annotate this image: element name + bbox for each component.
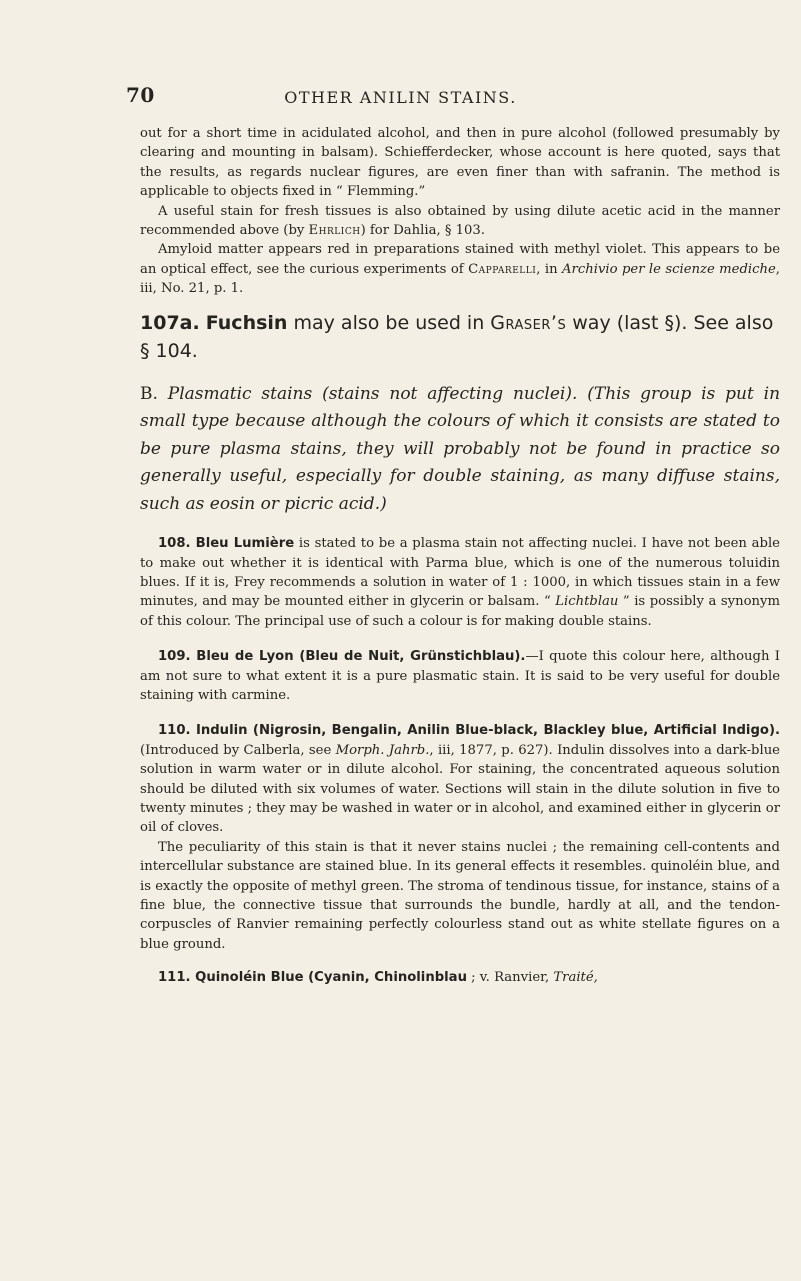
paragraph-flemming: out for a short time in acidulated alcohol, and then in pure alcohol (followed presumably by clearing and mounting in balsam). Schiefferdecker, whose account is here quoted, says that the results, as regards nuclear figures, are even finer than with safranin. The method is applicable to objects fixed in “ Flemming.” (140, 126, 780, 200)
page-body (140, 124, 780, 988)
group-b-note: (This group is put in small type because although the colours of which it consists are stated to be pure plasma stains, they will probably not be found in practice so generally useful, especially for double staining, as many diffuse stains, such as eosin or picric acid.) (140, 383, 781, 514)
entry-109: 109. Bleu de Lyon (Bleu de Nuit, Grünstichblau).—I quote this colour here, although I am not sure to what extent it is a pure plasmatic stain. It is said to be very useful for double staining with carmine. (140, 649, 780, 703)
group-b-title: Plasmatic stains (167, 383, 313, 404)
running-head: OTHER ANILIN STAINS. (284, 88, 517, 107)
entry-110-paragraph-2: The peculiarity of this stain is that it never stains nuclei ; the remaining cell-contents and intercellular substance are stained blue. In its general effects it resembles. quinoléin blue, and is exactly the opposite of methyl green. The stroma of tendinous tissue, for instance, stains of a fine blue, the connective tissue that surrounds the bundle, hardly at all, and the tendon-corpuscles of Ranvier remaining perfectly colourless stand out as white stellate figures on a blue ground. (140, 839, 780, 952)
journal-title: Archivio per le scienze mediche (562, 261, 776, 277)
paragraph-amyloid: Amyloid matter appears red in preparations stained with methyl violet. This appears to be an optical effect, see the curious experiments of Capparelli, in Archivio per le scienze mediche, iii, No. 21, p. 1. (140, 242, 780, 297)
group-b-heading: B. Plasmatic stains (stains not affecting nuclei). (This group is put in small type because although the colours of which it consists are stated to be pure plasma stains, they will probably not be found in practice so generally useful, especially for double staining, as many diffuse stains, such as eosin or picric acid.) (140, 383, 781, 514)
entry-108: 108. Bleu Lumière is stated to be a plasma stain not affecting nuclei. I have not been able to make out whether it is identical with Parma blue, which is one of the numerous toluidin blues. If it is, Frey recommends a solution in water of 1 : 1000, in which tissues stain in a few minutes, and may be mounted either in glycerin or balsam. “ Lichtblau ” is possibly a synonym of this colour. The principal use of such a colour is for making double stains. (140, 536, 780, 629)
section-heading-107a: 107a. Fuchsin may also be used in Graser’s way (last §). See also § 104. (140, 311, 774, 362)
author-name: Graser’s (490, 311, 567, 334)
entry-111: 111. Quinoléin Blue (Cyanin, Chinolinblau ; v. Ranvier, Traité, (158, 970, 598, 986)
paragraph-acetic-acid: A useful stain for fresh tissues is also obtained by using dilute acetic acid in the manner recommended above (by Ehrlich) for Dahlia, § 103. (140, 203, 780, 239)
entry-110: 110. Indulin (Nigrosin, Bengalin, Anilin Blue-black, Blackley blue, Artificial Indigo). (Introduced by Calberla, see Morph. Jahrb., iii, 1877, p. 627). Indulin dissolves into a dark-blue solution in warm water or in dilute alcohol. For staining, the concentrated aqueous solution should be diluted with six volumes of water. Sections will stain in the dilute solution in five to twenty minutes ; they may be washed in water or in alcohol, and examined either in glycerin or oil of cloves. (140, 723, 780, 836)
entry-title: 109. Bleu de Lyon (Bleu de Nuit, Grünstichblau). (158, 649, 526, 665)
author-name: Ehrlich (308, 223, 361, 239)
journal-title: Morph. Jahrb. (335, 742, 430, 758)
entry-title: 110. Indulin (Nigrosin, Bengalin, Anilin Blue-black, Blackley blue, Artificial Indigo). (158, 723, 780, 739)
entry-title: 111. Quinoléin Blue (Cyanin, Chinolinblau (158, 970, 467, 986)
entry-title: 108. Bleu Lumière (158, 536, 295, 552)
author-name: Capparelli (468, 261, 537, 277)
page-number: 70 (126, 83, 155, 107)
